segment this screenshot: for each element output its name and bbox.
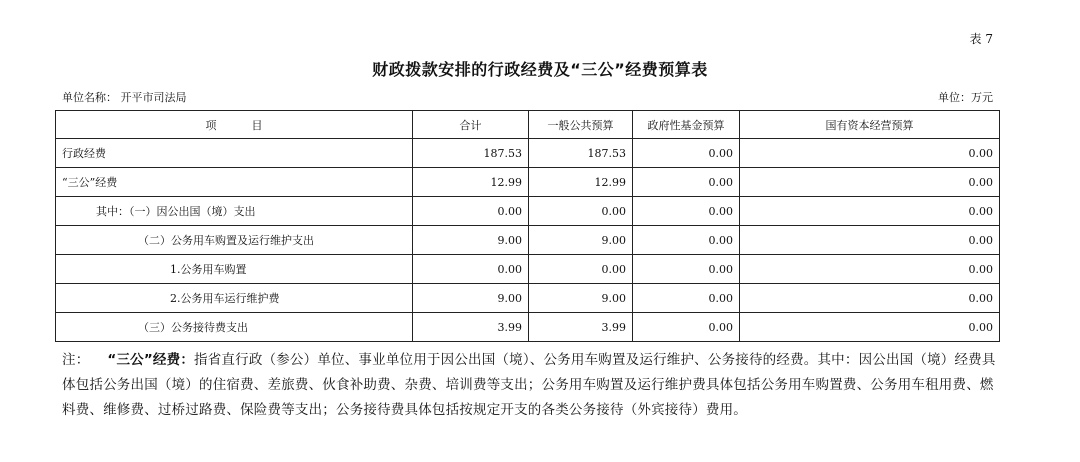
row-total: 0.00 (413, 255, 529, 284)
row-fund: 0.00 (633, 313, 740, 342)
row-total: 3.99 (413, 313, 529, 342)
row-state: 0.00 (740, 197, 1000, 226)
row-general: 12.99 (529, 168, 633, 197)
row-general: 0.00 (529, 255, 633, 284)
row-general: 187.53 (529, 139, 633, 168)
row-state: 0.00 (740, 313, 1000, 342)
footnote (62, 348, 1002, 423)
row-fund: 0.00 (633, 197, 740, 226)
header-fund-budget: 政府性基金预算 (633, 111, 740, 139)
page-title: 财政拨款安排的行政经费及“三公”经费预算表 (372, 60, 708, 79)
header-general-budget: 一般公共预算 (529, 111, 633, 139)
unit-name: 单位名称： 开平市司法局 (62, 91, 187, 104)
row-fund: 0.00 (633, 284, 740, 313)
row-state: 0.00 (740, 284, 1000, 313)
row-fund: 0.00 (633, 139, 740, 168)
row-total: 9.00 (413, 226, 529, 255)
row-total: 12.99 (413, 168, 529, 197)
row-name: （三）公务接待费支出 (56, 313, 413, 342)
row-name: 1.公务用车购置 (56, 255, 413, 284)
row-state: 0.00 (740, 255, 1000, 284)
row-total: 9.00 (413, 284, 529, 313)
row-general: 3.99 (529, 313, 633, 342)
row-general: 9.00 (529, 226, 633, 255)
table-row (56, 255, 1000, 284)
footnote-term: “三公”经费： (107, 352, 195, 368)
row-general: 9.00 (529, 284, 633, 313)
header-total: 合计 (413, 111, 529, 139)
header-item: 项 目 (56, 111, 413, 139)
table-row (56, 197, 1000, 226)
header-state-capital-budget: 国有资本经营预算 (740, 111, 1000, 139)
footnote-prefix: 注： (62, 352, 90, 368)
table-row (56, 168, 1000, 197)
row-name: 2.公务用车运行维护费 (56, 284, 413, 313)
row-fund: 0.00 (633, 226, 740, 255)
row-state: 0.00 (740, 139, 1000, 168)
row-general: 0.00 (529, 197, 633, 226)
row-name: “三公”经费 (56, 168, 413, 197)
footnote-text: 指省直行政（参公）单位、事业单位用于因公出国（境）、公务用车购置及运行维护、公务接待的经费。其中：因公出国（境）经费具体包括公务出国（境）的住宿费、差旅费、伙食补助费、杂费、培训费等支出；公务用车购置及运行维护费具体包括公务用车购置费、公务用车租用费、燃料费、维修费、过桥过路费、保险费等支出；公务接待费具体包括按规定开支的各类公务接待（外宾接待）费用。 (62, 352, 996, 418)
row-total: 187.53 (413, 139, 529, 168)
row-name: 其中：（一）因公出国（境）支出 (56, 197, 413, 226)
money-unit: 单位：万元 (938, 91, 993, 104)
row-state: 0.00 (740, 226, 1000, 255)
row-state: 0.00 (740, 168, 1000, 197)
row-fund: 0.00 (633, 168, 740, 197)
table-number: 表 7 (969, 32, 993, 46)
row-fund: 0.00 (633, 255, 740, 284)
budget-table (55, 110, 1000, 342)
row-name: 行政经费 (56, 139, 413, 168)
table-row (56, 313, 1000, 342)
row-name: （二）公务用车购置及运行维护支出 (56, 226, 413, 255)
table-header-row (56, 111, 1000, 139)
row-total: 0.00 (413, 197, 529, 226)
table-row (56, 284, 1000, 313)
table-row (56, 226, 1000, 255)
table-row (56, 139, 1000, 168)
